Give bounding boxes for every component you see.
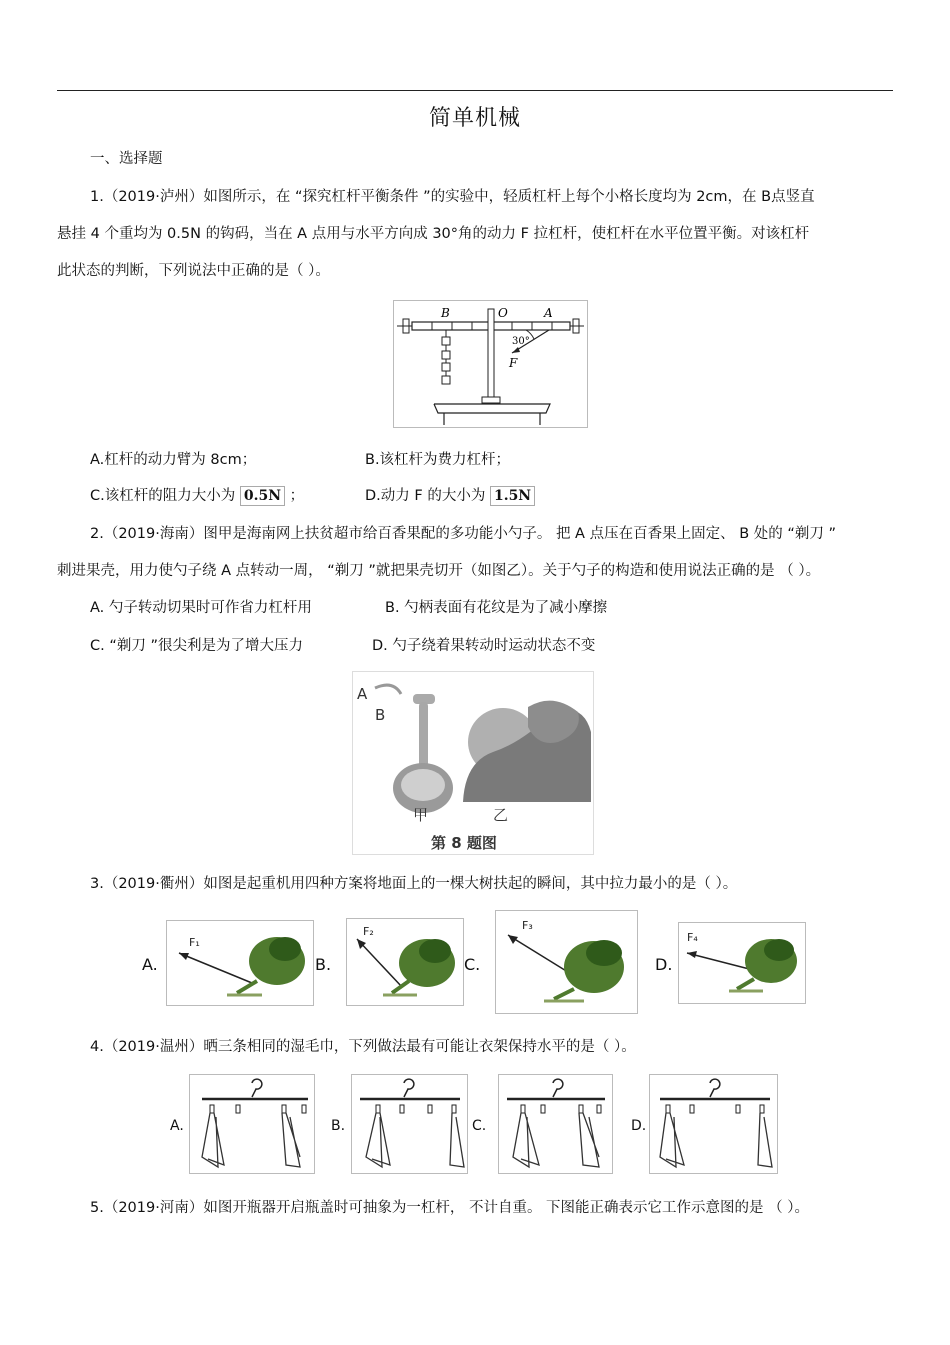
q1-text-line2: 悬挂 4 个重均为 0.5N 的钩码，当在 A 点用与水平方向成 30°角的动力 F 拉杠杆，使杠杆在水平位置平衡。对该杠杆 xyxy=(57,226,810,242)
q2-fig-caption: 第 8 题图 xyxy=(431,834,497,852)
q2-fig-label-b: B xyxy=(375,706,386,724)
q3-option-b-label[interactable]: B. xyxy=(315,955,332,974)
q4-option-b-figure xyxy=(351,1074,468,1174)
q1-option-b[interactable]: B.该杠杆为费力杠杆； xyxy=(365,452,511,468)
q3-text-line1: 3.（2019·衢州）如图是起重机用四种方案将地面上的一棵大树扶起的瞬间，其中拉力最小的是（ ）。 xyxy=(90,876,738,892)
q1-option-c[interactable] xyxy=(90,486,304,506)
q1-option-d[interactable] xyxy=(365,486,535,506)
q1-option-c-text: C.该杠杆的阻力大小为 xyxy=(90,488,236,504)
q2-option-d[interactable]: D. 勺子绕着果转动时运动状态不变 xyxy=(372,638,596,654)
q3-force-label-1: F₁ xyxy=(189,936,200,949)
q1-fig-label-b: B xyxy=(441,306,450,320)
q3-force-label-2: F₂ xyxy=(363,925,374,938)
q2-spoon-figure xyxy=(352,671,594,855)
q2-fig-label-jia: 甲 xyxy=(413,806,429,824)
section-heading: 一、选择题 xyxy=(90,151,163,167)
q4-text-line1: 4.（2019·温州）晒三条相同的湿毛巾，下列做法最有可能让衣架保持水平的是（ ）。 xyxy=(90,1039,636,1055)
q4-option-c-figure xyxy=(498,1074,613,1174)
q3-option-b-figure xyxy=(346,918,464,1006)
q1-option-a[interactable]: A.杠杆的动力臂为 8cm； xyxy=(90,452,257,468)
q1-option-d-value: 1.5N xyxy=(490,486,535,506)
q2-option-b[interactable]: B. 勺柄表面有花纹是为了减小摩擦 xyxy=(385,600,608,616)
q2-option-a[interactable]: A. 勺子转动切果时可作省力杠杆用 xyxy=(90,600,312,616)
page-title: 简单机械 xyxy=(428,106,521,131)
q1-option-d-text: D.动力 F 的大小为 xyxy=(365,488,486,504)
q1-text-line3: 此状态的判断，下列说法中正确的是（ ）。 xyxy=(57,263,330,279)
q4-option-b-label[interactable]: B. xyxy=(331,1118,346,1134)
q1-text-line1: 1.（2019·泸州）如图所示，在 “探究杠杆平衡条件 ”的实验中，轻质杠杆上每个小格长度均为 2cm，在 B点竖直 xyxy=(90,189,815,205)
q3-force-label-3: F₃ xyxy=(522,919,533,932)
q2-text-line1: 2.（2019·海南）图甲是海南网上扶贫超市给百香果配的多功能小勺子。 把 A 点压在百香果上固定、 B 处的 “剃刀 ” xyxy=(90,526,836,542)
q1-fig-label-a: A xyxy=(544,306,553,320)
q3-option-c-figure xyxy=(495,910,638,1014)
q3-option-a-label[interactable]: A. xyxy=(142,955,158,974)
q5-text-line1: 5.（2019·河南）如图开瓶器开启瓶盖时可抽象为一杠杆， 不计自重。 下图能正确表示它工作示意图的是 （ ）。 xyxy=(90,1200,810,1216)
q4-option-d-figure xyxy=(649,1074,778,1174)
q4-option-a-figure xyxy=(189,1074,315,1174)
q3-option-d-figure xyxy=(678,922,806,1004)
q3-option-c-label[interactable]: C. xyxy=(464,955,481,974)
q3-force-label-4: F₄ xyxy=(687,931,698,944)
q2-text-line2: 刺进果壳，用力使勺子绕 A 点转动一周， “剃刀 ”就把果壳切开（如图乙）。关于勺子的构造和使用说法正确的是 （ ）。 xyxy=(57,563,821,579)
q1-fig-label-f: F xyxy=(509,356,518,370)
q2-fig-label-a: A xyxy=(357,685,368,703)
q3-option-d-label[interactable]: D. xyxy=(655,955,673,974)
q2-fig-label-yi: 乙 xyxy=(493,806,509,824)
q1-option-c-value: 0.5N xyxy=(240,486,285,506)
header-rule xyxy=(57,90,893,91)
q2-option-c[interactable]: C. “剃刀 ”很尖利是为了增大压力 xyxy=(90,638,303,654)
q3-option-a-figure xyxy=(166,920,314,1006)
q1-lever-figure xyxy=(393,300,588,428)
q1-fig-label-o: O xyxy=(498,306,508,320)
q1-fig-label-angle: 30° xyxy=(512,336,530,347)
q1-option-c-end: ； xyxy=(289,488,305,504)
q4-option-a-label[interactable]: A. xyxy=(170,1118,184,1134)
q4-option-d-label[interactable]: D. xyxy=(631,1118,647,1134)
q4-option-c-label[interactable]: C. xyxy=(472,1118,487,1134)
